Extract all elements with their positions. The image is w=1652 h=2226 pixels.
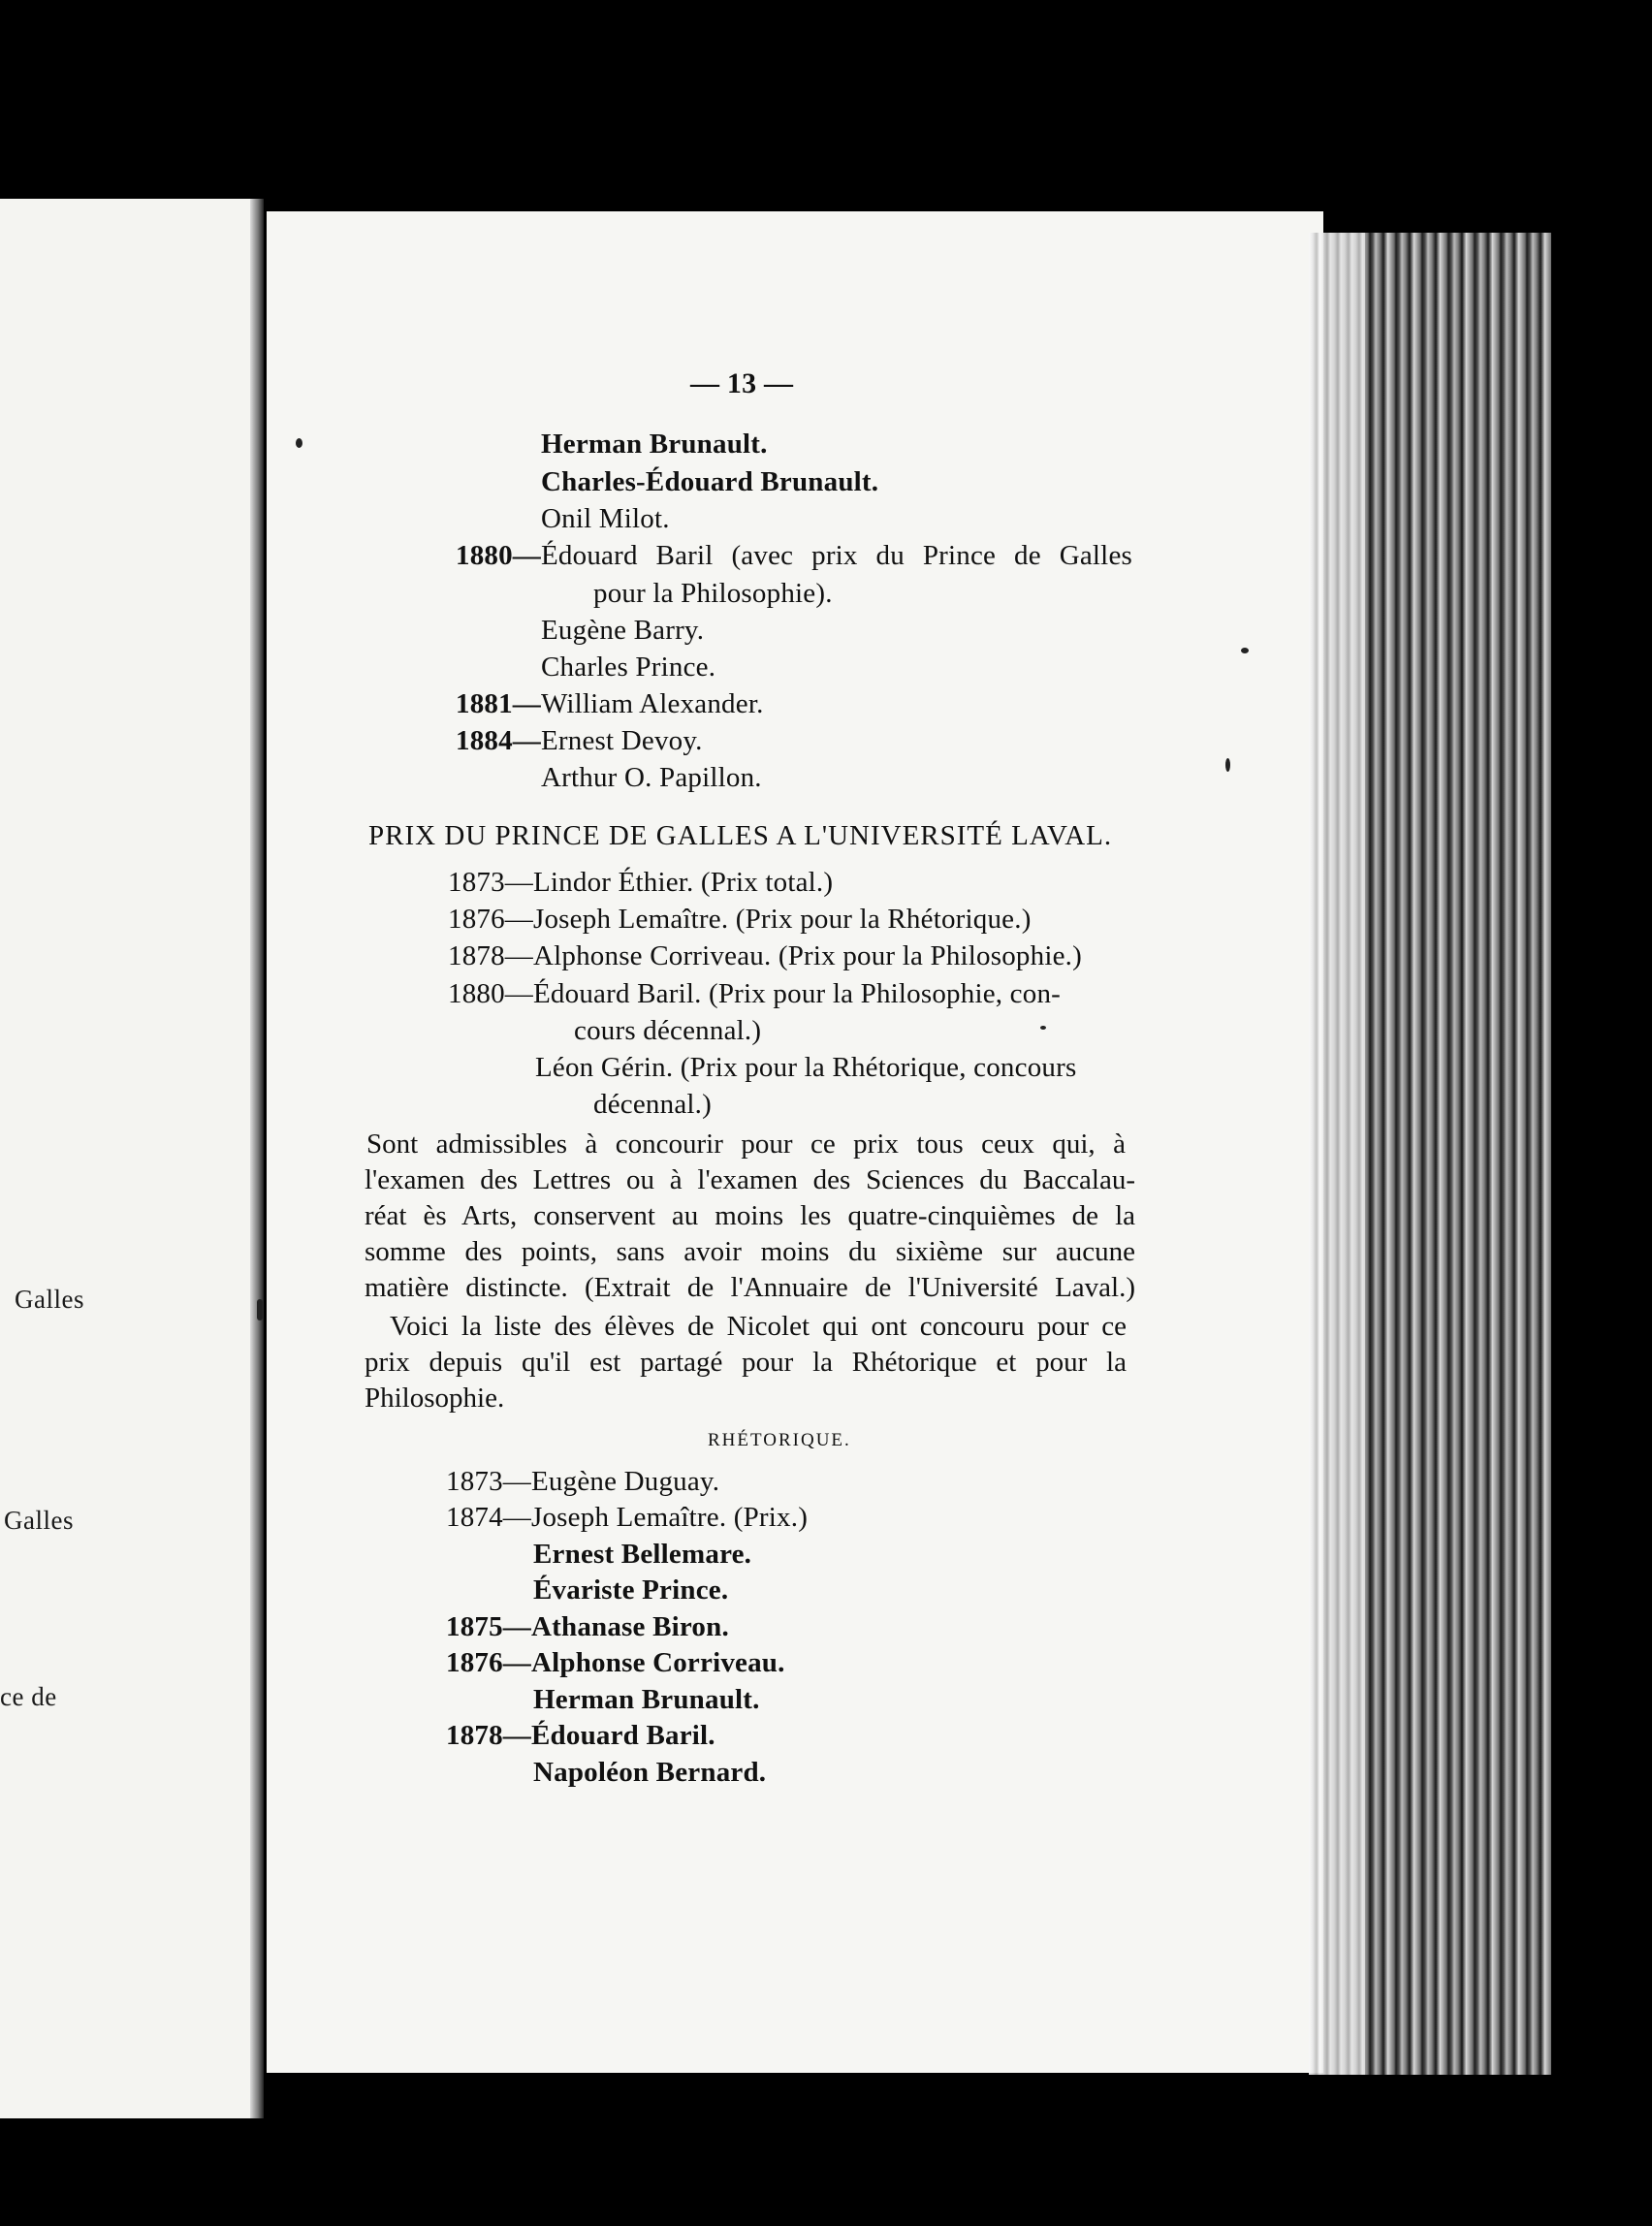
list-item: 1876—Alphonse Corriveau. [446,1647,785,1678]
list-item: 1873—Eugène Duguay. [446,1466,720,1497]
scan-speck [1241,648,1249,653]
list-item: 1880—Édouard Baril (avec prix du Prince de Galles [456,540,1132,571]
scan-speck [257,1299,263,1320]
paragraph-line: prix depuis qu'il est partagé pour la Rhétorique et pour la [365,1347,1127,1378]
list-item: 1881—William Alexander. [456,688,764,719]
list-item: Herman Brunault. [533,1684,760,1715]
scan-speck [1225,758,1230,772]
page-number: — 13 — [690,367,794,399]
paragraph-line: somme des points, sans avoir moins du sixième sur aucune [365,1236,1135,1267]
list-item: Onil Milot. [541,503,670,534]
paragraph-line: matière distincte. (Extrait de l'Annuaire de l'Université Laval.) [365,1272,1135,1303]
list-item: Charles Prince. [541,652,716,683]
list-item: Léon Gérin. (Prix pour la Rhétorique, concours [535,1052,1077,1083]
paragraph-line: Philosophie. [365,1383,505,1414]
list-item: cours décennal.) [574,1015,762,1046]
list-item: 1875—Athanase Biron. [446,1611,729,1642]
list-item: Napoléon Bernard. [533,1757,767,1788]
list-item: 1880—Édouard Baril. (Prix pour la Philosophie, con- [448,978,1062,1009]
left-page-fragment: Galles [4,1506,74,1535]
paragraph-line: Sont admissibles à concourir pour ce prix tous ceux qui, à [366,1129,1126,1160]
list-item: Eugène Barry. [541,615,705,646]
scan-speck [1040,1026,1046,1030]
list-item: 1884—Ernest Devoy. [456,725,703,756]
list-item: Ernest Bellemare. [533,1539,752,1570]
list-item: Charles-Édouard Brunault. [541,466,879,497]
list-item: décennal.) [593,1089,712,1120]
list-item: 1878—Alphonse Corriveau. (Prix pour la Philosophie.) [448,940,1082,971]
list-item: Herman Brunault. [541,429,768,460]
subheading: RHÉTORIQUE. [708,1430,851,1450]
list-item: Évariste Prince. [533,1574,729,1606]
section-heading: PRIX DU PRINCE DE GALLES A L'UNIVERSITÉ LAVAL. [368,820,1113,851]
list-item: Arthur O. Papillon. [541,762,762,793]
list-item: 1878—Édouard Baril. [446,1720,715,1751]
paragraph-line: Voici la liste des élèves de Nicolet qui ont concouru pour ce [390,1311,1127,1342]
list-item: 1874—Joseph Lemaître. (Prix.) [446,1502,809,1533]
list-item: 1873—Lindor Éthier. (Prix total.) [448,867,834,898]
paragraph-line: l'examen des Lettres ou à l'examen des Sciences du Baccalau- [365,1164,1135,1195]
left-page-fragment: ce de [0,1682,57,1711]
list-item: 1876—Joseph Lemaître. (Prix pour la Rhétorique.) [448,904,1032,935]
left-page-fragment: Galles [15,1285,84,1314]
scan-speck [296,438,302,448]
list-item: pour la Philosophie). [593,578,833,609]
paragraph-line: réat ès Arts, conservent au moins les quatre-cinquièmes de la [365,1200,1135,1231]
